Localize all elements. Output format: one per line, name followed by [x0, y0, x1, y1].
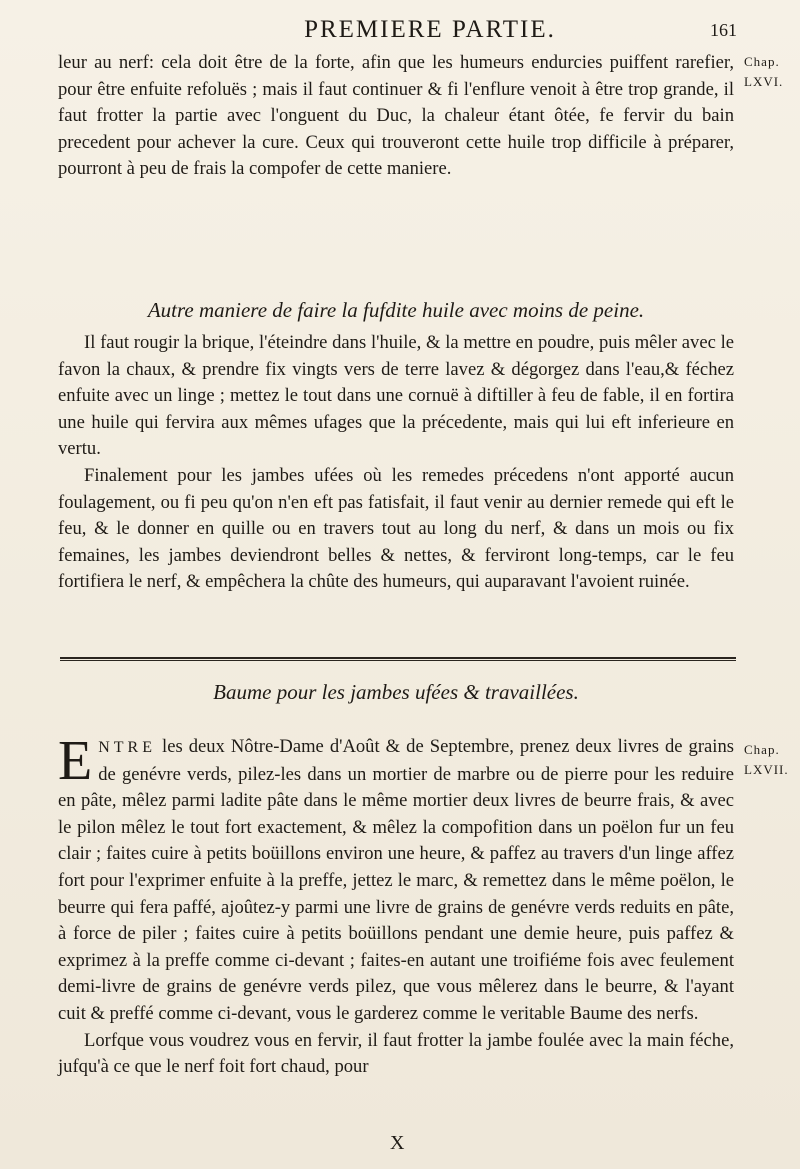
paragraph-2: Il faut rougir la brique, l'éteindre dans l'huile, & la mettre en poudre, puis mêler avec le favon la chaux, & prendre fix vingts vers de terre lavez & dégorgez dans l'eau,& féchez enfuite avec un linge ; mettez le tout dans une cornuë à diftiller à feu de fable, il en fortira une huile qui fervira aux mêmes ufages que la précedente, mais qui lui eft inferieure en vertu. — [58, 332, 734, 460]
margin-note-chapter-66 — [744, 52, 800, 92]
margin-chap-number: LXVI. — [744, 74, 784, 89]
paragraph-3: Finalement pour les jambes ufées où les remedes précedens n'ont apporté aucun foulagement, ou fi peu qu'on n'en eft pas fatisfait, il faut venir au dernier remede qui eft le feu, & le donner en quille ou en travers tout au long du nerf, & dans un mois ou fix femaines, les jambes deviendront belles & nettes, & ferviront long-temps, car le feu fortifiera le nerf, & empêchera la chûte des humeurs, qui auparavant l'avoient ruinée. — [58, 464, 734, 593]
paragraph-4-text: les deux Nôtre-Dame d'Août & de Septembre, prenez deux livres de grains de genévre verds, pilez-les dans un mortier de marbre ou de pierre pour les reduire en pâte, mêlez parmi ladite pâte dans le même mortier deux livres de beurre frais, & avec le pilon mêlez le tout fort exactement, & mêlez la compofition dans un poëlon fur un feu clair ; faites cuire à petits boüillons environ une heure, & paffez au travers d'un linge affez fort pour l'exprimer enfuite à la preffe, jettez le marc, & remettez dans le même poëlon, le beurre qui fera paffé, ajoûtez-y parmi une livre de grains de genévre verds reduits en pâte, à force de piler ; faites cuire à petits boüillons pendant une demie heure, puis paffez & exprimez à la preffe comme ci-devant ; faites-en autant une troifiéme fois avec feulement demi-livre de grains de genévre verds pilez, que vous mêlerez dans le beurre, & l'ayant cuit & preffé comme ci-devant, vous le garderez comme le veritable Baume des nerfs. — [58, 736, 734, 1024]
paragraph-continuation — [58, 50, 734, 183]
margin-chap-label: Chap. — [744, 54, 780, 69]
paragraph-4 — [58, 730, 734, 1028]
heading-autre-maniere: Autre maniere de faire la fufdite huile avec moins de peine. — [147, 298, 645, 322]
drop-cap-initial: E — [58, 730, 93, 792]
running-title: PREMIERE PARTIE. — [304, 16, 556, 43]
margin-chap-label: Chap. — [744, 742, 780, 757]
section-divider-rule — [60, 657, 736, 661]
paragraph-1: leur au nerf: cela doit être de la forte, afin que les humeurs endurcies puiffent rarefier, pour être enfuite refoluës ; mais il faut continuer & fi l'enflure venoit à être trop grande, il faut frotter la partie avec l'onguent du Duc, la chaleur étant ôtée, fe fervir du bain precedent pour achever la cure. Ceux qui trouveront cette huile trop difficile à préparer, pourront à peu de frais la compofer de cette maniere. — [58, 52, 734, 180]
section-baume — [58, 730, 734, 1081]
heading-baume: Baume pour les jambes ufées & travaillées. — [213, 680, 579, 704]
paragraph-5: Lorfque vous voudrez vous en fervir, il faut frotter la jambe foulée avec la main féche, jufqu'à ce que le nerf foit fort chaud, pour — [58, 1029, 734, 1078]
opening-small-caps: NTRE — [98, 739, 156, 756]
section-autre-maniere — [58, 330, 734, 596]
page-number: 161 — [710, 20, 737, 40]
signature-mark: X — [390, 1132, 405, 1154]
margin-chap-number: LXVII. — [744, 762, 789, 777]
margin-note-chapter-67 — [744, 740, 800, 780]
